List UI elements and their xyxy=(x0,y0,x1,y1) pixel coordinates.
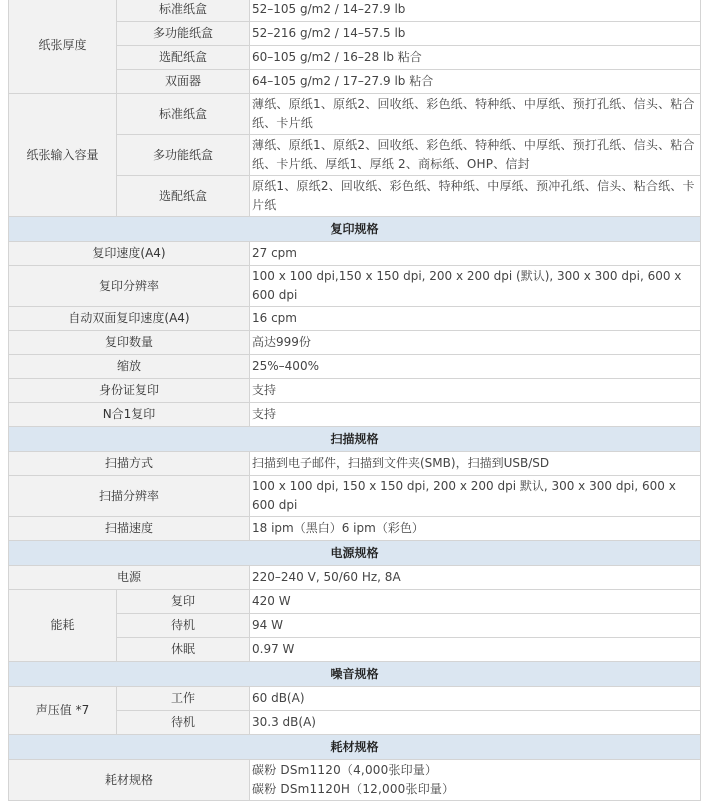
consumables-value xyxy=(250,760,701,801)
power-value: 94 W xyxy=(250,614,701,638)
table-row xyxy=(9,331,701,355)
copy-value: 16 cpm xyxy=(250,307,701,331)
paper-input-value: 原纸1、原纸2、回收纸、彩色纸、特种纸、中厚纸、预冲孔纸、信头、粘合纸、卡片纸 xyxy=(250,176,701,217)
scan-label: 扫描速度 xyxy=(9,517,250,541)
noise-label: 声压值 *7 xyxy=(9,687,117,735)
copy-label: N合1复印 xyxy=(9,403,250,427)
consumables-label: 耗材规格 xyxy=(9,760,250,801)
section-header xyxy=(9,735,701,760)
section-header xyxy=(9,662,701,687)
table-row xyxy=(9,403,701,427)
power-supply-label: 电源 xyxy=(9,566,250,590)
paper-thickness-label: 纸张厚度 xyxy=(9,0,117,94)
noise-value: 60 dB(A) xyxy=(250,687,701,711)
paper-thickness-value: 64–105 g/m2 / 17–27.9 lb 粘合 xyxy=(250,70,701,94)
copy-value: 100 x 100 dpi,150 x 150 dpi, 200 x 200 dpi (默认), 300 x 300 dpi, 600 x 600 dpi xyxy=(250,266,701,307)
copy-value: 支持 xyxy=(250,403,701,427)
table-row xyxy=(9,566,701,590)
table-row xyxy=(9,0,701,22)
table-row xyxy=(9,517,701,541)
paper-input-label: 纸张输入容量 xyxy=(9,94,117,217)
scan-value: 扫描到电子邮件，扫描到文件夹(SMB)，扫描到USB/SD xyxy=(250,452,701,476)
scan-heading: 扫描规格 xyxy=(9,427,701,452)
table-row xyxy=(9,760,701,801)
paper-thickness-value: 52–105 g/m2 / 14–27.9 lb xyxy=(250,0,701,22)
table-row xyxy=(9,687,701,711)
scan-label: 扫描分辨率 xyxy=(9,476,250,517)
copy-heading: 复印规格 xyxy=(9,217,701,242)
table-row xyxy=(9,94,701,135)
section-header xyxy=(9,541,701,566)
power-value: 0.97 W xyxy=(250,638,701,662)
paper-input-sub: 多功能纸盒 xyxy=(117,135,250,176)
copy-label: 复印速度(A4) xyxy=(9,242,250,266)
paper-input-sub: 选配纸盒 xyxy=(117,176,250,217)
noise-value: 30.3 dB(A) xyxy=(250,711,701,735)
table-row xyxy=(9,242,701,266)
power-supply-value: 220–240 V, 50/60 Hz, 8A xyxy=(250,566,701,590)
noise-heading: 噪音规格 xyxy=(9,662,701,687)
copy-label: 复印分辨率 xyxy=(9,266,250,307)
power-heading: 电源规格 xyxy=(9,541,701,566)
copy-label: 身份证复印 xyxy=(9,379,250,403)
power-mode: 待机 xyxy=(117,614,250,638)
noise-mode: 工作 xyxy=(117,687,250,711)
spec-table xyxy=(8,0,701,801)
paper-thickness-sub: 双面器 xyxy=(117,70,250,94)
copy-value: 27 cpm xyxy=(250,242,701,266)
copy-value: 高达999份 xyxy=(250,331,701,355)
table-row xyxy=(9,452,701,476)
copy-label: 自动双面复印速度(A4) xyxy=(9,307,250,331)
table-row xyxy=(9,355,701,379)
paper-thickness-value: 52–216 g/m2 / 14–57.5 lb xyxy=(250,22,701,46)
copy-value: 25%–400% xyxy=(250,355,701,379)
power-value: 420 W xyxy=(250,590,701,614)
power-mode: 休眠 xyxy=(117,638,250,662)
toner-line: 碳粉 DSm1120H（12,000张印量） xyxy=(252,782,455,796)
table-row xyxy=(9,379,701,403)
copy-label: 复印数量 xyxy=(9,331,250,355)
table-row xyxy=(9,590,701,614)
table-row xyxy=(9,476,701,517)
consumables-heading: 耗材规格 xyxy=(9,735,701,760)
copy-label: 缩放 xyxy=(9,355,250,379)
paper-thickness-sub: 选配纸盒 xyxy=(117,46,250,70)
scan-label: 扫描方式 xyxy=(9,452,250,476)
section-header xyxy=(9,427,701,452)
scan-value: 18 ipm（黑白）6 ipm（彩色） xyxy=(250,517,701,541)
noise-mode: 待机 xyxy=(117,711,250,735)
power-mode: 复印 xyxy=(117,590,250,614)
toner-line: 碳粉 DSm1120（4,000张印量） xyxy=(252,763,438,777)
section-header xyxy=(9,217,701,242)
paper-input-value: 薄纸、原纸1、原纸2、回收纸、彩色纸、特种纸、中厚纸、预打孔纸、信头、粘合纸、卡片纸 xyxy=(250,94,701,135)
paper-thickness-sub: 多功能纸盒 xyxy=(117,22,250,46)
copy-value: 支持 xyxy=(250,379,701,403)
paper-input-value: 薄纸、原纸1、原纸2、回收纸、彩色纸、特种纸、中厚纸、预打孔纸、信头、粘合纸、卡片纸、厚纸1、厚纸 2、商标纸、OHP、信封 xyxy=(250,135,701,176)
paper-input-sub: 标准纸盒 xyxy=(117,94,250,135)
table-row xyxy=(9,307,701,331)
power-consumption-label: 能耗 xyxy=(9,590,117,662)
paper-thickness-sub: 标准纸盒 xyxy=(117,0,250,22)
scan-value: 100 x 100 dpi, 150 x 150 dpi, 200 x 200 dpi 默认, 300 x 300 dpi, 600 x 600 dpi xyxy=(250,476,701,517)
paper-thickness-value: 60–105 g/m2 / 16–28 lb 粘合 xyxy=(250,46,701,70)
table-row xyxy=(9,266,701,307)
